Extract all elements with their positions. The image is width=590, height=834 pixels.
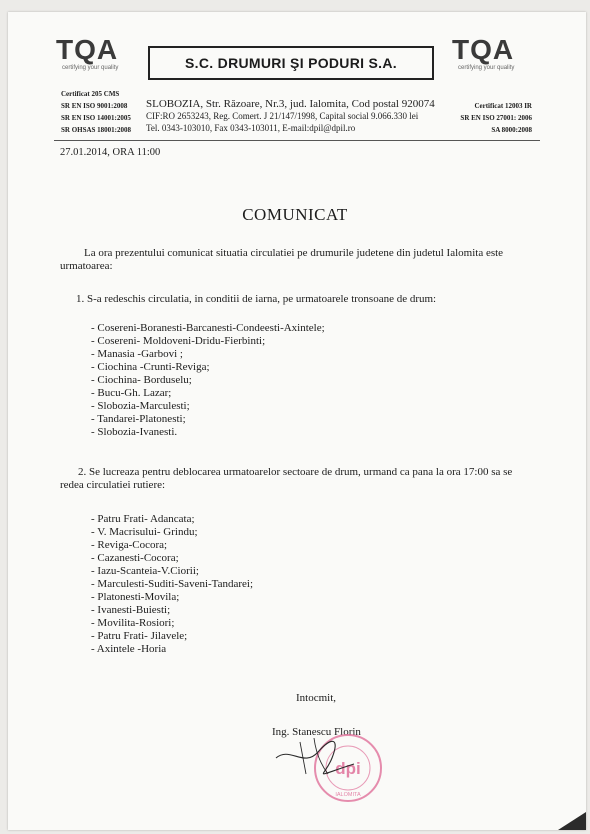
company-address [146, 98, 446, 134]
blocked-roads-list [91, 513, 253, 656]
list-item: - Axintele -Horia [91, 643, 167, 655]
cert-line: SR EN ISO 27001: 2006 [460, 114, 532, 122]
list-item: - V. Macrisului- Grindu; [91, 526, 198, 538]
contact-line: Tel. 0343-103010, Fax 0343-103011, E-mail:dpil@dpil.ro [146, 123, 356, 133]
stamp-text: dpi [335, 759, 361, 778]
signatory-name: Ing. Stanescu Florin [272, 726, 361, 738]
logo-tagline: certifying your quality [62, 65, 119, 71]
cert-line: SR OHSAS 18001:2008 [61, 126, 132, 134]
cert-line: SA 8000:2008 [491, 126, 532, 134]
list-item: - Ciochina -Crunti-Reviga; [91, 361, 210, 373]
list-item: - Manasia -Garbovi ; [91, 348, 183, 360]
certifications-left [61, 88, 131, 136]
list-item: - Platonesti-Movila; [91, 591, 180, 603]
section1-heading: 1. S-a redeschis circulatia, in conditii de iarna, pe urmatoarele tronsoane de drum: [76, 293, 437, 305]
tqa-logo-right [452, 36, 544, 78]
registration-line: CIF:RO 2653243, Reg. Comert. J 21/147/1998, Capital social 9.066.330 lei [146, 111, 419, 121]
cert-line: Certificat 12003 IR [474, 102, 532, 110]
header-divider [54, 140, 540, 141]
certifications-right [448, 100, 532, 136]
list-item: - Bucu-Gh. Lazar; [91, 387, 172, 399]
list-item: - Cosereni- Moldoveni-Dridu-Fierbinti; [91, 335, 266, 347]
reopened-roads-list [91, 322, 325, 439]
list-item: - Patru Frati- Jilavele; [91, 630, 188, 642]
list-item: - Ivanesti-Buiesti; [91, 604, 171, 616]
list-item: - Patru Frati- Adancata; [91, 513, 195, 525]
list-item: - Slobozia-Marculesti; [91, 400, 190, 412]
cert-line: Certificat 205 CMS [61, 90, 120, 98]
prepared-by-label: Intocmit, [296, 692, 337, 704]
logo-mark: TQA [452, 34, 515, 65]
list-item: - Movilita-Rosiori; [91, 617, 175, 629]
list-item: - Reviga-Cocora; [91, 539, 168, 551]
document-date: 27.01.2014, ORA 11:00 [60, 147, 161, 158]
tqa-logo-left [56, 36, 148, 78]
company-name: S.C. DRUMURI ŞI PODURI S.A. [148, 46, 434, 80]
list-item: - Marculesti-Suditi-Saveni-Tandarei; [91, 578, 254, 590]
intro-paragraph: La ora prezentului comunicat situatia circulatiei pe drumurile judetene din judetul Ialomita este urmatoarea: [60, 247, 504, 272]
cert-line: SR EN ISO 9001:2008 [61, 102, 128, 110]
list-item: - Cazanesti-Cocora; [91, 552, 179, 564]
logo-tagline: certifying your quality [458, 65, 515, 71]
list-item: - Iazu-Scanteia-V.Ciorii; [91, 565, 199, 577]
list-item: - Tandarei-Platonesti; [91, 413, 186, 425]
section2-heading: 2. Se lucreaza pentru deblocarea urmatoarelor sectoare de drum, urmand ca pana la ora 17:00 sa se redea circulatiei rutiere: [60, 466, 513, 491]
document-title: COMUNICAT [242, 205, 348, 224]
handwritten-signature [270, 728, 360, 780]
cert-line: SR EN ISO 14001:2005 [61, 114, 131, 122]
address-line: SLOBOZIA, Str. Răzoare, Nr.3, jud. Ialomita, Cod postal 920074 [146, 98, 435, 110]
list-item: - Cosereni-Boranesti-Barcanesti-Condeesti-Axintele; [91, 322, 325, 334]
list-item: - Slobozia-Ivanesti. [91, 426, 178, 438]
logo-mark: TQA [56, 34, 119, 65]
list-item: - Ciochina- Borduselu; [91, 374, 192, 386]
stamp-ring-text: IALOMITA [335, 792, 361, 798]
page-corner-fold [558, 812, 586, 830]
